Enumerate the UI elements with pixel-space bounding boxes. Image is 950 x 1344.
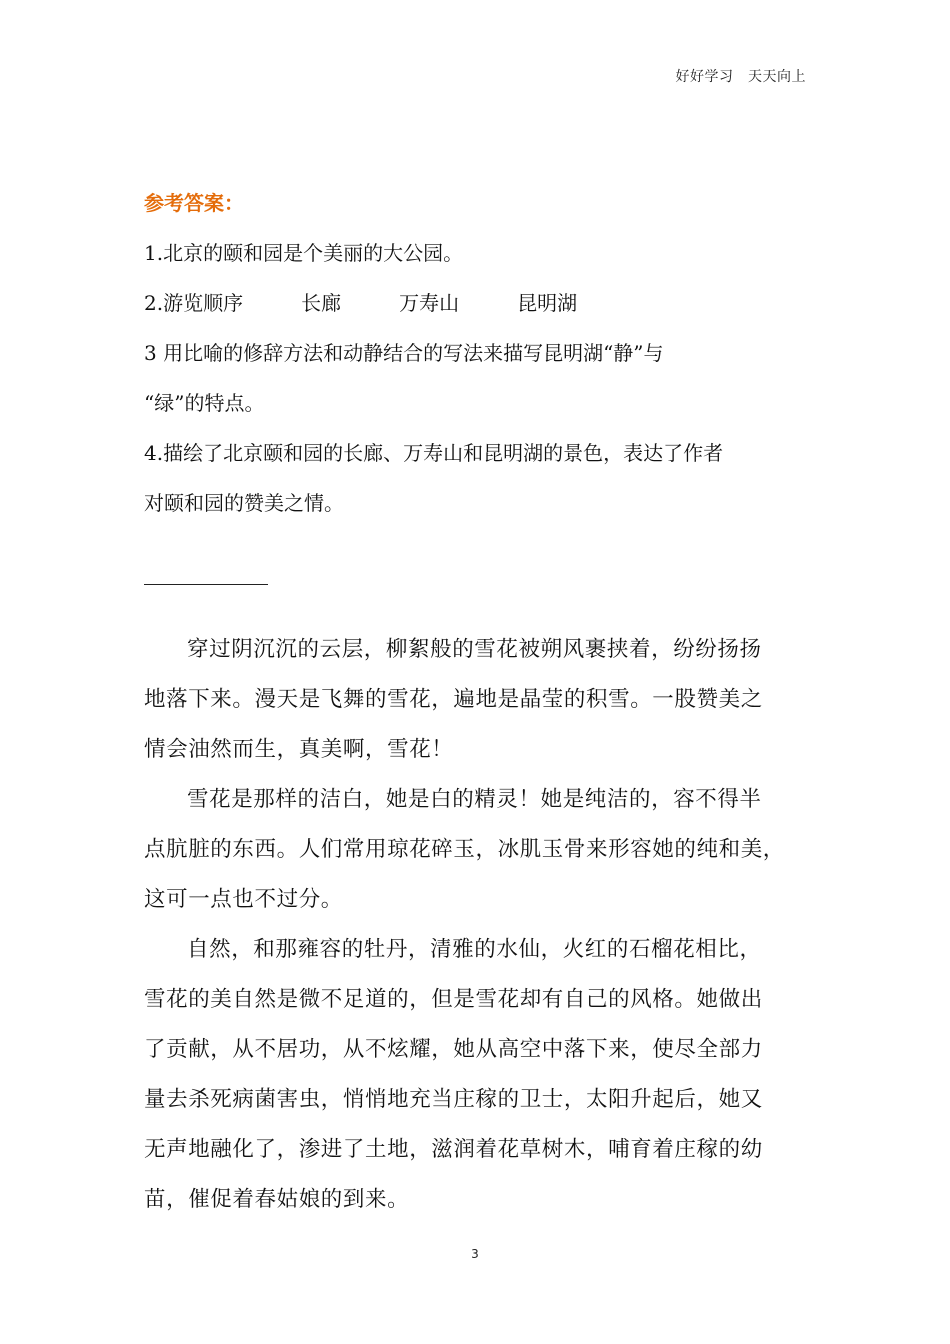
page-number: 3: [471, 1247, 479, 1261]
answer-2: [144, 287, 577, 316]
essay: [144, 625, 810, 1225]
essay-line: 雪花是那样的洁白，她是白的精灵！她是纯洁的，容不得半: [187, 787, 762, 812]
route-item-1: 长廊: [301, 291, 342, 315]
essay-line: 无声地融化了，渗进了土地，滋润着花草树木，哺育着庄稼的幼: [144, 1137, 763, 1162]
answer-title: 参考答案：: [144, 191, 244, 215]
essay-line: 点肮脏的东西。人们常用琼花碎玉，冰肌玉骨来形容她的纯和美，: [144, 837, 785, 862]
essay-line: 雪花的美自然是微不足道的，但是雪花却有自己的风格。她做出: [144, 987, 763, 1012]
essay-line: 穿过阴沉沉的云层，柳絮般的雪花被朔风裹挟着，纷纷扬扬: [187, 637, 762, 662]
essay-line: 地落下来。漫天是飞舞的雪花，遍地是晶莹的积雪。一股赞美之: [144, 687, 763, 712]
essay-line: 情会油然而生，真美啊，雪花！: [144, 737, 454, 762]
answer-3-line-1: 3 用比喻的修辞方法和动静结合的写法来描写昆明湖“静”与: [144, 341, 664, 365]
essay-paragraph-2: [144, 775, 810, 925]
essay-line: 量去杀死病菌害虫，悄悄地充当庄稼的卫士，太阳升起后，她又: [144, 1087, 763, 1112]
essay-paragraph-1: [144, 625, 810, 775]
route-item-3: 昆明湖: [517, 291, 578, 315]
essay-line: 自然，和那雍容的牡丹，清雅的水仙，火红的石榴花相比，: [187, 937, 762, 962]
answer-4-line-2: 对颐和园的赞美之情。: [144, 491, 344, 515]
separator-line: [144, 584, 268, 585]
answer-1: 1.北京的颐和园是个美丽的大公园。: [144, 241, 464, 265]
route-item-2: 万寿山: [399, 291, 460, 315]
answer-3-line-2: “绿”的特点。: [144, 391, 265, 415]
essay-line: 了贡献，从不居功，从不炫耀，她从高空中落下来，使尽全部力: [144, 1037, 763, 1062]
essay-paragraph-3: [144, 925, 810, 1225]
answer-2-label: 2.游览顺序: [144, 291, 244, 315]
essay-line: 这可一点也不过分。: [144, 887, 343, 912]
essay-line: 苗，催促着春姑娘的到来。: [144, 1187, 410, 1212]
answer-4-line-1: 4.描绘了北京颐和园的长廊、万寿山和昆明湖的景色，表达了作者: [144, 441, 724, 465]
page-header: 好好学习 天天向上: [675, 69, 806, 85]
